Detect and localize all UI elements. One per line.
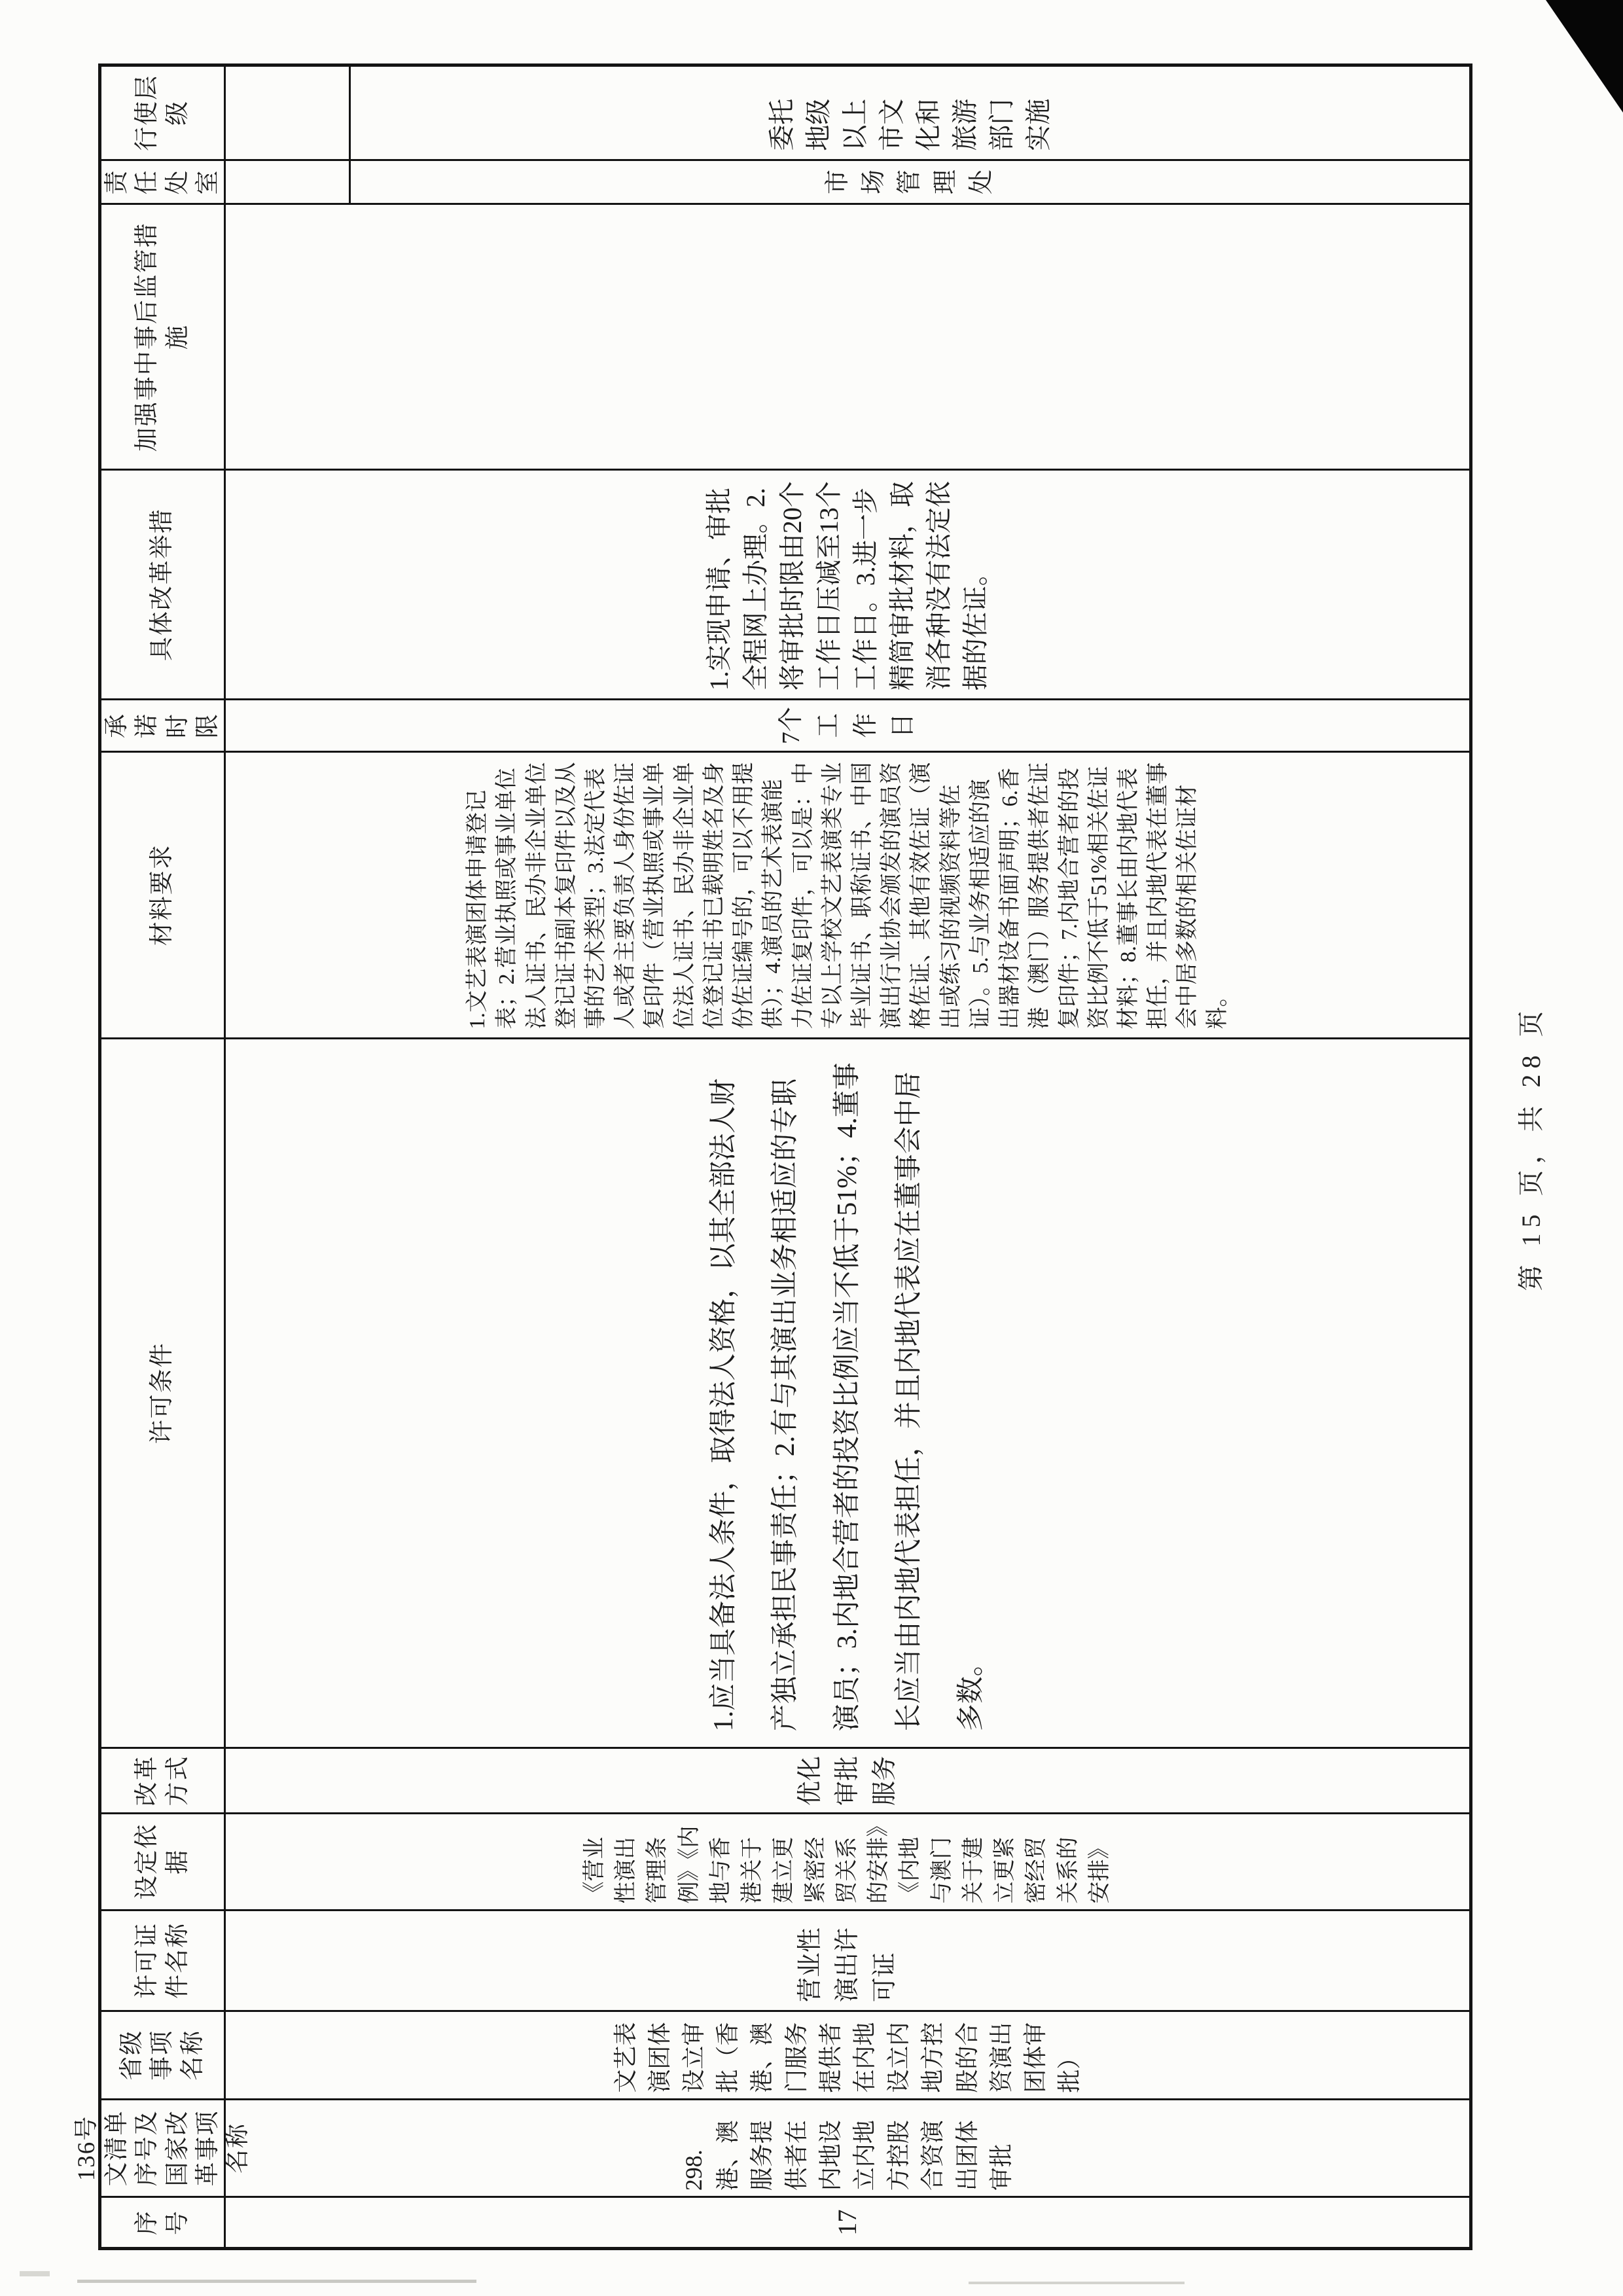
approval-items-table	[73, 63, 1472, 2250]
column-juti-gaige-jucuo	[101, 469, 1469, 698]
cell-guojia-gaige-shixiang: 298.港、澳服务提供者在内地设立内地方控股合资演出团体审批	[681, 2120, 1014, 2191]
cell-zeren-chushi: 市场管理处	[823, 169, 996, 194]
column-xuhao	[101, 2196, 1469, 2247]
column-zeren-chushi	[101, 159, 1469, 204]
column-xingshi-cengji	[101, 67, 1469, 159]
column-header-xukezhengjian: 许可证件名称	[101, 1911, 226, 2011]
cell-shengji-shixiang: 文艺表演团体设立审批（香港、澳门服务提供者在内地设立内地方控股的合资演出团体审批）	[612, 2022, 1083, 2093]
empty-spacer-cell-xingshi	[226, 67, 351, 159]
column-header-gaige-fangshi: 改革方式	[101, 1749, 226, 1812]
column-header-zeren-chushi: 责任处室	[101, 161, 226, 204]
page-number-footer: 第 15 页，共 28 页	[1516, 1005, 1546, 1291]
cell-sheding-yiju: 《营业性演出管理条例》《内地与香港关于建立更紧密经贸关系的安排》《内地与澳门关于建立更紧密经贸关系的安排》	[582, 1825, 1112, 1904]
column-header-jiaqiang-jianguan: 加强事中事后监管措施	[101, 205, 226, 469]
column-guojia-gaige-shixiang	[73, 2098, 1469, 2197]
cell-jiaqiang-jianguan	[226, 205, 1469, 469]
cell-juti-gaige-jucuo: 1.实现申请、审批全程网上办理。2.将审批时限由20个工作日压减至13个工作日。3.进一步精简审批材料，取消各种没有法定依据的佐证。	[704, 481, 990, 691]
column-header-xuke-tiaojian: 许可条件	[101, 1039, 226, 1748]
column-header-guojia-gaige-shixiang: 136号文清单序号及国家改革事项名称	[101, 2100, 226, 2197]
scan-noise-mark	[20, 2271, 50, 2276]
column-shengji-shixiang	[101, 2010, 1469, 2098]
column-xuke-tiaojian	[101, 1037, 1469, 1748]
column-header-cailiao-yaoqiu: 材料要求	[101, 753, 226, 1037]
cell-xukezhengjian: 营业性演出许可证	[796, 1928, 899, 2003]
column-cailiao-yaoqiu	[101, 751, 1469, 1037]
column-header-xuhao: 序号	[101, 2198, 226, 2247]
column-header-juti-gaige-jucuo: 具体改革举措	[101, 471, 226, 698]
cell-xingshi-cengji: 委托地级以上市文化和旅游部门实施	[766, 98, 1053, 151]
scan-noise-line-2	[969, 2282, 1185, 2284]
cell-cailiao-yaoqiu: 1.文艺表演团体申请登记表；2.营业执照或事业单位法人证书、民办非企业单位登记证书副本复印件以及从事的艺术类型；3.法定代表人或者主要负责人身份佐证复印件（营业执照或事业单位法人证书、民办非企业单位登记证书已载明姓名及身份佐证编号的，可以不用提供）；4.演员的艺术表演能力佐证复印件，可以是：中专以上学校文艺表演类专业毕业证书、职称证书、中国演出行业协会颁发的演员资格佐证、其他有效佐证（演出或练习的视频资料等佐证）。5.与业务相适应的演出器材设备书面声明；6.香港（澳门）服务提供者佐证复印件；7.内地合营者的投资比例不低于51%相关佐证材料；8.董事长由内地代表担任，并且内地代表在董事会中居多数的相关佐证材料。	[465, 762, 1230, 1030]
column-sheding-yiju	[101, 1812, 1469, 1909]
cell-xuhao: 17	[832, 2209, 862, 2236]
column-header-sheding-yiju: 设定依据	[101, 1814, 226, 1909]
column-header-chengnuo-shixian: 承诺时限	[101, 700, 226, 751]
empty-spacer-cell-zeren	[226, 161, 351, 204]
column-xukezhengjian	[101, 1909, 1469, 2011]
column-chengnuo-shixian	[101, 698, 1469, 751]
cell-chengnuo-shixian: 7个工作日	[777, 706, 917, 744]
cell-xuke-tiaojian: 1.应当具备法人条件，取得法人资格，以其全部法人财产独立承担民事责任；2.有与其演出业务相适应的专职演员；3.内地合营者的投资比例应当不低于51%；4.董事长应当由内地代表担任，并且内地代表应在董事会中居多数。	[708, 1062, 986, 1732]
column-header-shengji-shixiang: 省级事项名称	[101, 2012, 226, 2098]
column-jiaqiang-jianguan	[101, 203, 1469, 469]
cell-gaige-fangshi: 优化审批服务	[796, 1755, 899, 1806]
column-gaige-fangshi	[101, 1747, 1469, 1812]
scan-noise-line	[77, 2280, 476, 2283]
column-header-xingshi-cengji: 行使层级	[101, 67, 226, 159]
